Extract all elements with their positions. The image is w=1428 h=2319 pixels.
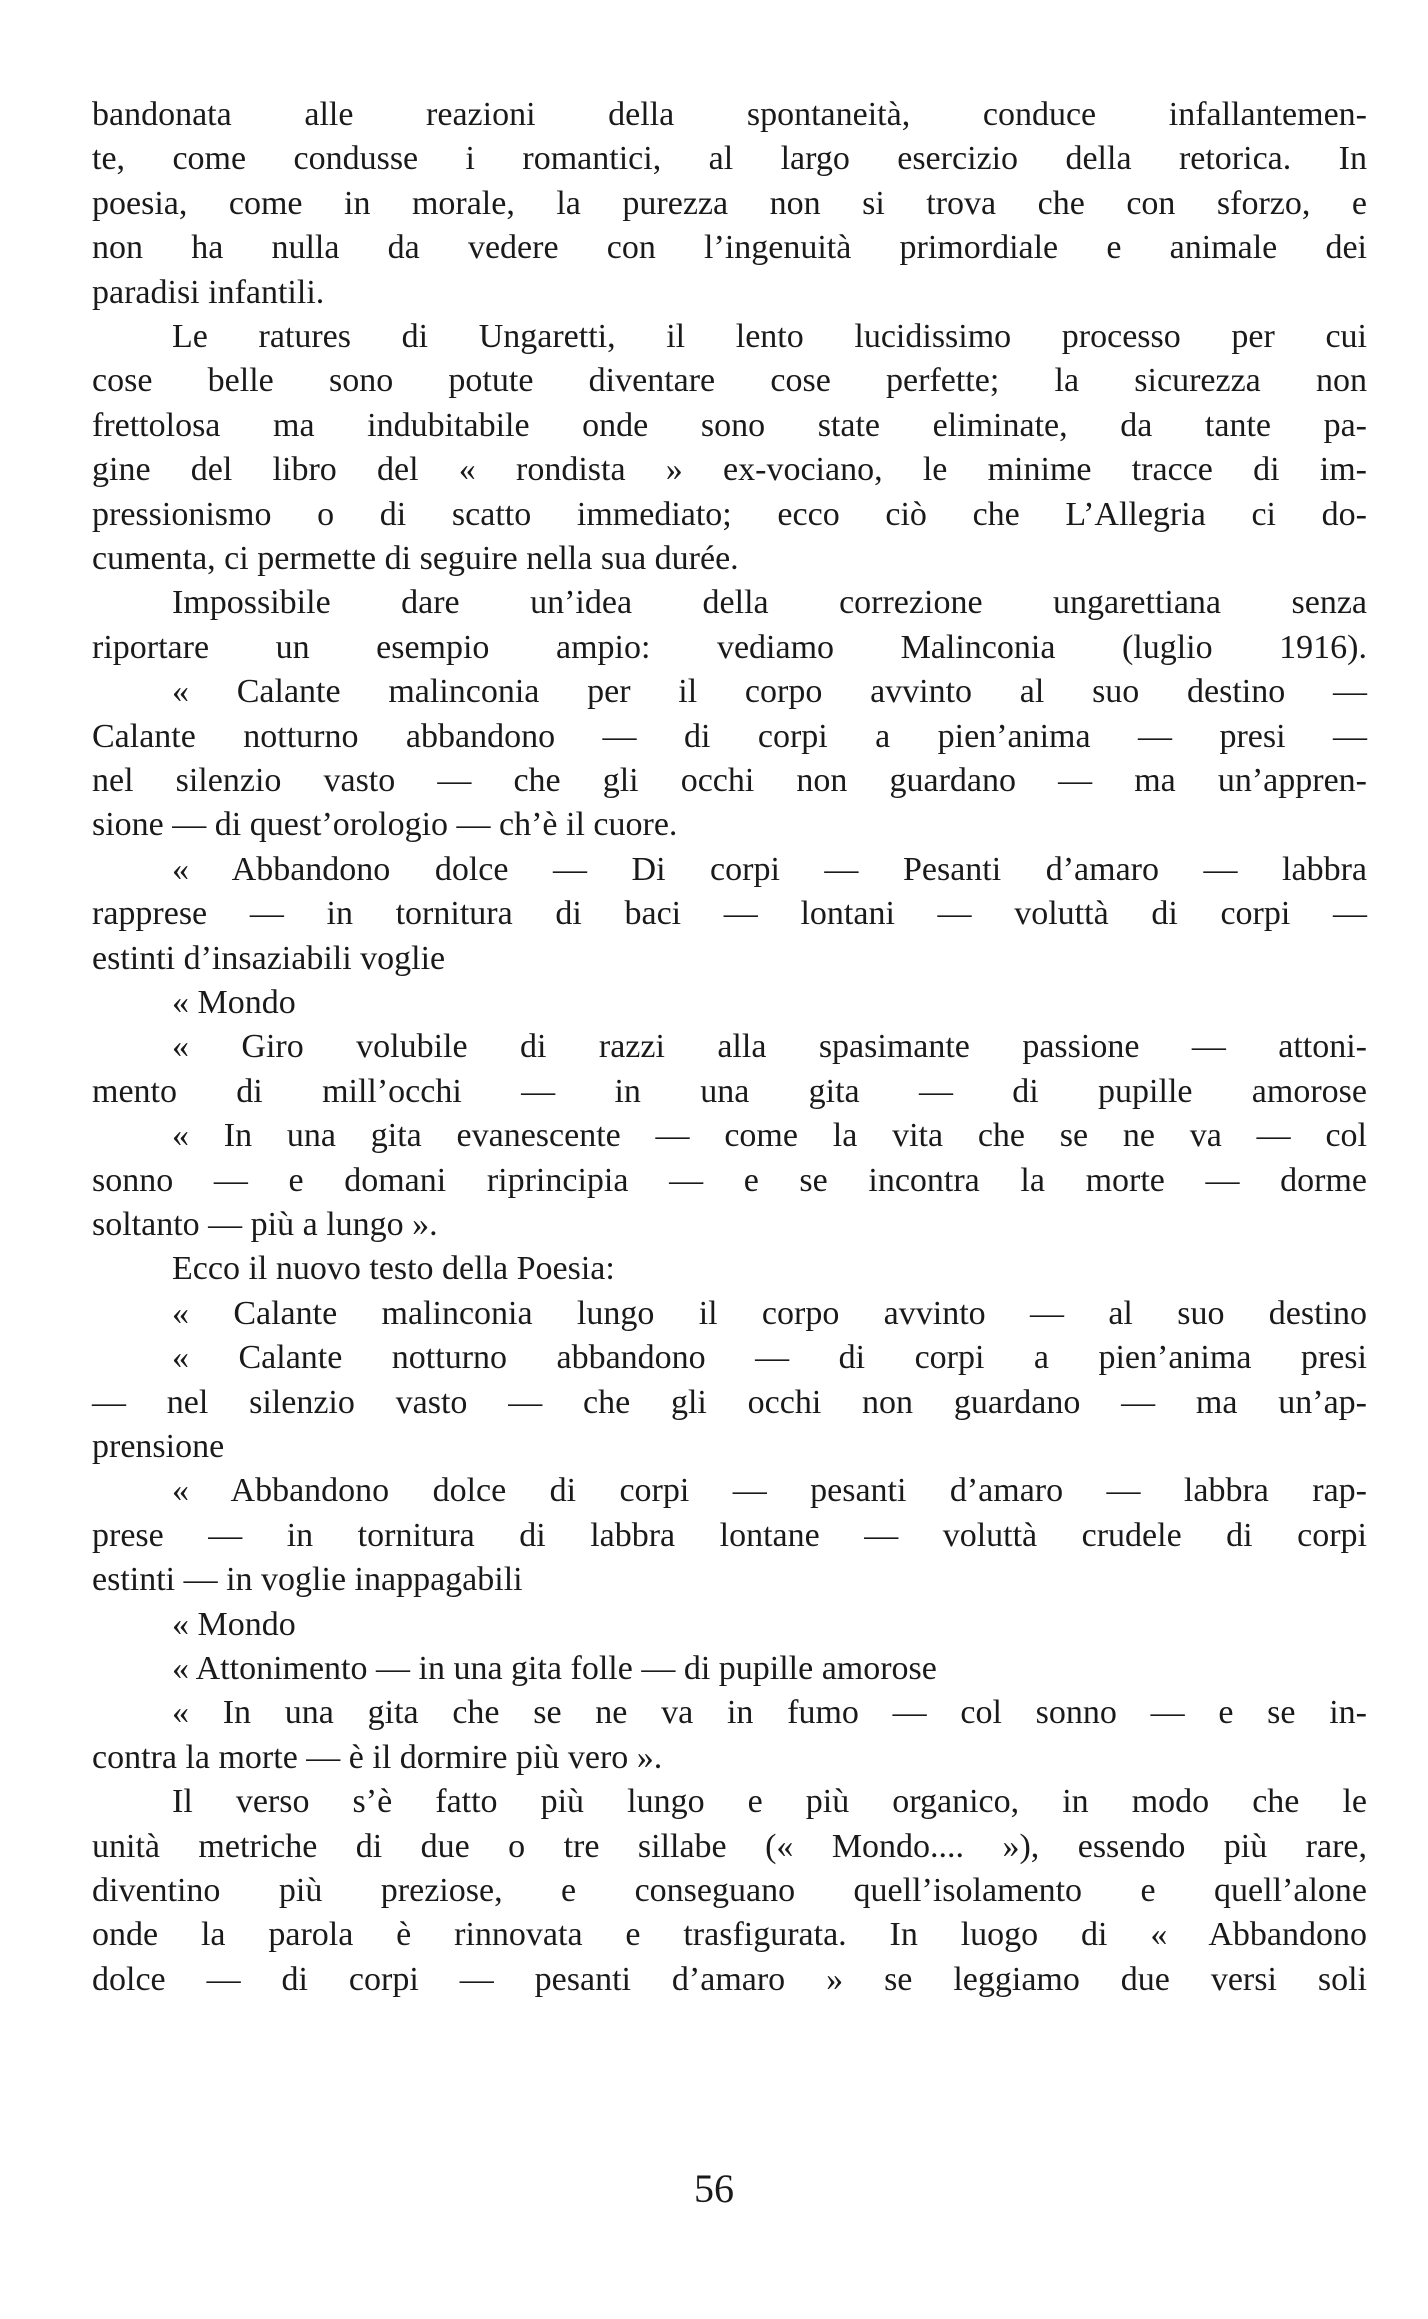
text-line: « Abbandono dolce di corpi — pesanti d’amaro — labbra rap-	[172, 1472, 1367, 1510]
text-line: Il verso s’è fatto più lungo e più organico, in modo che le	[172, 1783, 1367, 1821]
text-line: « Giro volubile di razzi alla spasimante passione — attoni-	[172, 1028, 1367, 1066]
text-line: « In una gita che se ne va in fumo — col sonno — e se in-	[172, 1694, 1367, 1732]
text-line: estinti d’insaziabili voglie	[92, 939, 446, 977]
text-line: dolce — di corpi — pesanti d’amaro » se leggiamo due versi soli	[92, 1960, 1367, 1998]
text-line: cumenta, ci permette di seguire nella sua durée.	[92, 540, 739, 577]
text-line: Le ratures di Ungaretti, il lento lucidissimo processo per cui	[172, 318, 1367, 355]
text-line: gine del libro del « rondista » ex-vociano, le minime tracce di im-	[92, 451, 1367, 489]
text-line: sione — di quest’orologio — ch’è il cuore.	[92, 806, 678, 844]
text-line: Ecco il nuovo testo della Poesia:	[172, 1250, 615, 1288]
text-line: Calante notturno abbandono — di corpi a pien’anima — presi —	[92, 717, 1367, 755]
text-line: « Calante malinconia lungo il corpo avvinto — al suo destino	[172, 1294, 1367, 1332]
text-line: sonno — e domani riprincipia — e se incontra la morte — dorme	[92, 1161, 1367, 1199]
text-line: te, come condusse i romantici, al largo esercizio della retorica. In	[92, 140, 1367, 178]
text-line: — nel silenzio vasto — che gli occhi non guardano — ma un’ap-	[92, 1383, 1367, 1421]
text-line: « Calante malinconia per il corpo avvinto al suo destino —	[172, 673, 1367, 711]
page-number: 56	[694, 2166, 734, 2211]
text-line: « In una gita evanescente — come la vita che se ne va — col	[172, 1117, 1367, 1155]
text-line: riportare un esempio ampio: vediamo Malinconia (luglio 1916).	[92, 628, 1367, 666]
text-line: « Mondo	[172, 984, 296, 1021]
text-line: « Mondo	[172, 1605, 296, 1643]
text-line: prese — in tornitura di labbra lontane — voluttà crudele di corpi	[92, 1516, 1367, 1554]
text-line: Impossibile dare un’idea della correzione ungarettiana senza	[172, 584, 1367, 622]
text-line: pressionismo o di scatto immediato; ecco ciò che L’Allegria ci do-	[92, 495, 1367, 533]
text-line: onde la parola è rinnovata e trasfigurata. In luogo di « Abbandono	[92, 1916, 1367, 1954]
text-line: frettolosa ma indubitabile onde sono state eliminate, da tante pa-	[92, 406, 1367, 444]
text-line: nel silenzio vasto — che gli occhi non guardano — ma un’appren-	[92, 762, 1367, 799]
text-line: « Calante notturno abbandono — di corpi a pien’anima presi	[172, 1339, 1367, 1377]
text-line: non ha nulla da vedere con l’ingenuità primordiale e animale dei	[92, 229, 1367, 267]
text-line: « Attonimento — in una gita folle — di pupille amorose	[172, 1650, 937, 1687]
text-line: unità metriche di due o tre sillabe (« Mondo.... »), essendo più rare,	[92, 1827, 1367, 1865]
text-line: « Abbandono dolce — Di corpi — Pesanti d’amaro — labbra	[172, 850, 1367, 888]
text-line: cose belle sono potute diventare cose perfette; la sicurezza non	[92, 362, 1367, 400]
text-line: paradisi infantili.	[92, 273, 325, 311]
text-line: mento di mill’occhi — in una gita — di pupille amorose	[92, 1072, 1367, 1110]
text-line: estinti — in voglie inappagabili	[92, 1561, 523, 1599]
text-line: soltanto — più a lungo ».	[92, 1206, 438, 1243]
text-line: contra la morte — è il dormire più vero ».	[92, 1738, 663, 1776]
text-line: bandonata alle reazioni della spontaneità, conduce infallantemen-	[92, 96, 1367, 133]
text-line: rapprese — in tornitura di baci — lontani — voluttà di corpi —	[92, 895, 1367, 933]
text-line: diventino più preziose, e conseguano quell’isolamento e quell’alone	[92, 1872, 1367, 1909]
text-line: poesia, come in morale, la purezza non si trova che con sforzo, e	[92, 184, 1367, 222]
text-line: prensione	[92, 1428, 225, 1465]
